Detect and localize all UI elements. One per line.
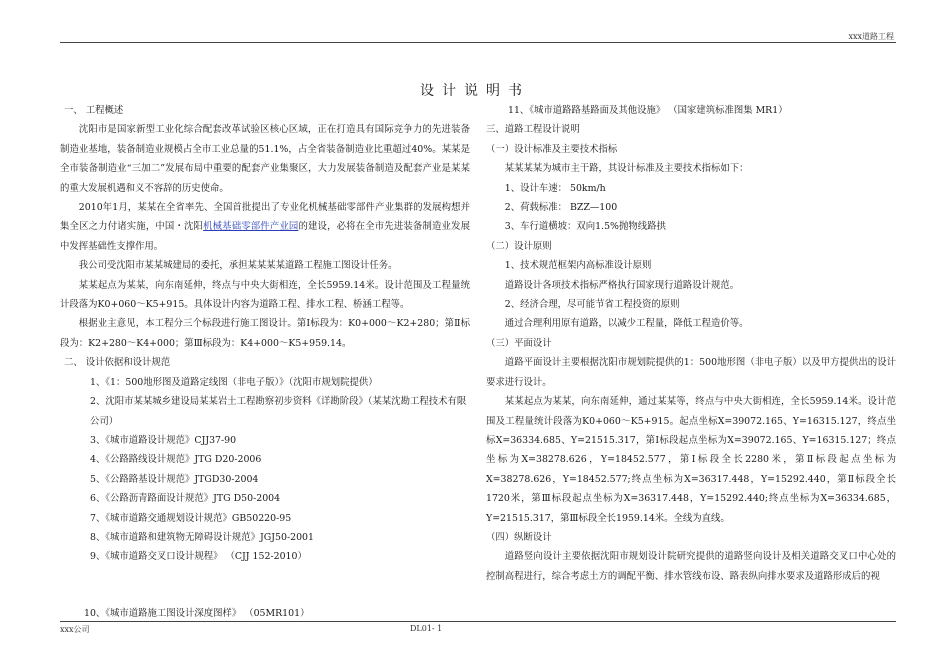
- list-item: 2、荷载标准： BZZ—100: [504, 202, 618, 214]
- paragraph: 道路竖向设计主要依据沈阳市规划设计院研究提供的道路竖向设计及相关道路交叉口中心处的控制高程进行，综合考虑土方的调配平衡、排水管线布设、路表纵向排水要求及道路形成后的视: [486, 551, 896, 582]
- footer-divider: [60, 621, 896, 622]
- list-item: 1、技术规范框架内高标准设计原则: [504, 260, 652, 272]
- paragraph: 某某某某为城市主干路，其设计标准及主要技术指标如下：: [504, 163, 749, 175]
- list-item: 1、《1：500地形图及道路定线图（非电子版）》（沈阳市规划院提供）: [90, 376, 378, 388]
- paragraph: 某某起点为某某，向东南延伸，终点与中央大街相连，全长5959.14米。设计范围及工程量统计段落为K0+060～K5+915。具体设计内容为道路工程、排水工程、桥涵工程等。: [60, 279, 470, 311]
- list-item: 9、《城市道路交叉口设计规程》 （CJJ 152-2010）: [90, 551, 307, 563]
- subsection-title: （二）设计原则: [486, 240, 552, 252]
- left-column: [60, 101, 470, 623]
- section-title: 三、道路工程设计说明: [486, 124, 580, 136]
- list-item: 10、《城市道路施工图设计深度图样》 （05MR101）: [84, 607, 310, 619]
- paragraph-text: 2010年1月，某某在全省率先、全国首批提出了专业化机械基础零部件产业集群的发展构想并集全区之力付诸实施，中国・沈阳: [60, 202, 470, 233]
- page-header: [60, 0, 896, 43]
- paragraph: 我公司受沈阳市某某城建局的委托，承担某某某某道路工程施工图设计任务。: [78, 260, 398, 272]
- section-title: 二、 设计依据和设计规范: [64, 357, 171, 369]
- paragraph: 根据业主意见，本工程分三个标段进行施工图设计。第Ⅰ标段为：K0+000～K2+280；第Ⅱ标段为：K2+280～K4+000；第Ⅲ标段为：K4+000～K5+959.14。: [60, 318, 470, 349]
- header-project-name: xxx道路工程: [848, 32, 894, 41]
- list-item: 4、《公路路线设计规范》JTG D20-2006: [90, 454, 262, 466]
- paragraph: [60, 198, 470, 256]
- section-title: 一、 工程概述: [64, 105, 124, 116]
- list-item: 2、经济合理，尽可能节省工程投资的原则: [504, 299, 680, 311]
- subsection-title: （一）设计标准及主要技术指标: [486, 143, 618, 155]
- list-item: 3、《城市道路设计规范》CJJ37-90: [90, 434, 237, 446]
- list-item: 8、《城市道路和建筑物无障碍设计规范》JGJ50-2001: [90, 531, 314, 543]
- list-item: 1、设计车速： 50km/h: [504, 182, 606, 194]
- list-item: 2、沈阳市某某城乡建设局某某岩土工程勘察初步资料《详勘阶段》（某某沈勘工程技术有限公司）: [90, 396, 467, 427]
- paragraph: 沈阳市是国家新型工业化综合配套改革试验区核心区域，正在打造具有国际竞争力的先进装备制造业基地，装备制造业规模占全市工业总量的51.1%，占全省装备制造业比重超过40%。某某是全市装备制造业“三加二”发展布局中重要的配套产业集聚区，大力发展装备制造及配套产业是某某的重大发展机遇和义不容辞的历史使命。: [60, 124, 470, 194]
- list-item: 7、《城市道路交通规划设计规范》GB50220-95: [90, 512, 292, 524]
- footer-page-code: DL01- 1: [410, 624, 443, 633]
- paragraph: 道路设计各项技术指标严格执行国家现行道路设计规范。: [504, 279, 740, 291]
- document-title: 设计说明书: [420, 83, 530, 99]
- paragraph: 道路平面设计主要根据沈阳市规划院提供的1：500地形图（非电子版）以及甲方提供出的设计要求进行设计。: [486, 357, 896, 388]
- subsection-title: （四）纵断设计: [486, 531, 552, 543]
- footer-company: xxx公司: [60, 625, 90, 634]
- paragraph: 某某起点为某某，向东南延伸，通过某某等，终点与中央大街相连，全长5959.14米。设计范围及工程量统计段落为K0+060～K5+915。起点坐标X=39072.165、Y=16315.127，终点坐标X=36334.685、Y=21515.317，第Ⅰ标段起点坐标为X=39072.165、Y=16315.127；终点坐标为X=38278.626，Y=18452.577，第Ⅰ标段全长2280米，第Ⅱ标段起点坐标为X=38278.626，Y=18452.577;终点坐标为X=36317.448，Y=15292.440，第Ⅱ标段全长1720米，第Ⅲ标段起点坐标为X=36317.448，Y=15292.440;终点坐标为X=36334.685，Y=21515.317，第Ⅲ标段全长1959.14米。全线为直线。: [486, 396, 896, 524]
- industrial-park-link[interactable]: 机械基础零部件产业园: [203, 221, 299, 233]
- list-item: 3、车行道横坡：双向1.5%抛物线路拱: [504, 221, 666, 233]
- right-column: [486, 101, 896, 586]
- paragraph: 通过合理利用原有道路，以减少工程量，降低工程造价等。: [504, 318, 749, 330]
- paragraph-text: 的建设，必将在全市先进装备制造业发展中发挥基础性支撑作用。: [60, 221, 470, 252]
- list-item: 11、《城市道路路基路面及其他设施》 （国家建筑标准图集 MR1）: [508, 105, 788, 116]
- subsection-title: （三）平面设计: [486, 337, 552, 349]
- list-item: 5、《公路路基设计规范》JTGD30-2004: [90, 473, 259, 485]
- list-item: 6、《公路沥青路面设计规范》JTG D50-2004: [90, 493, 281, 505]
